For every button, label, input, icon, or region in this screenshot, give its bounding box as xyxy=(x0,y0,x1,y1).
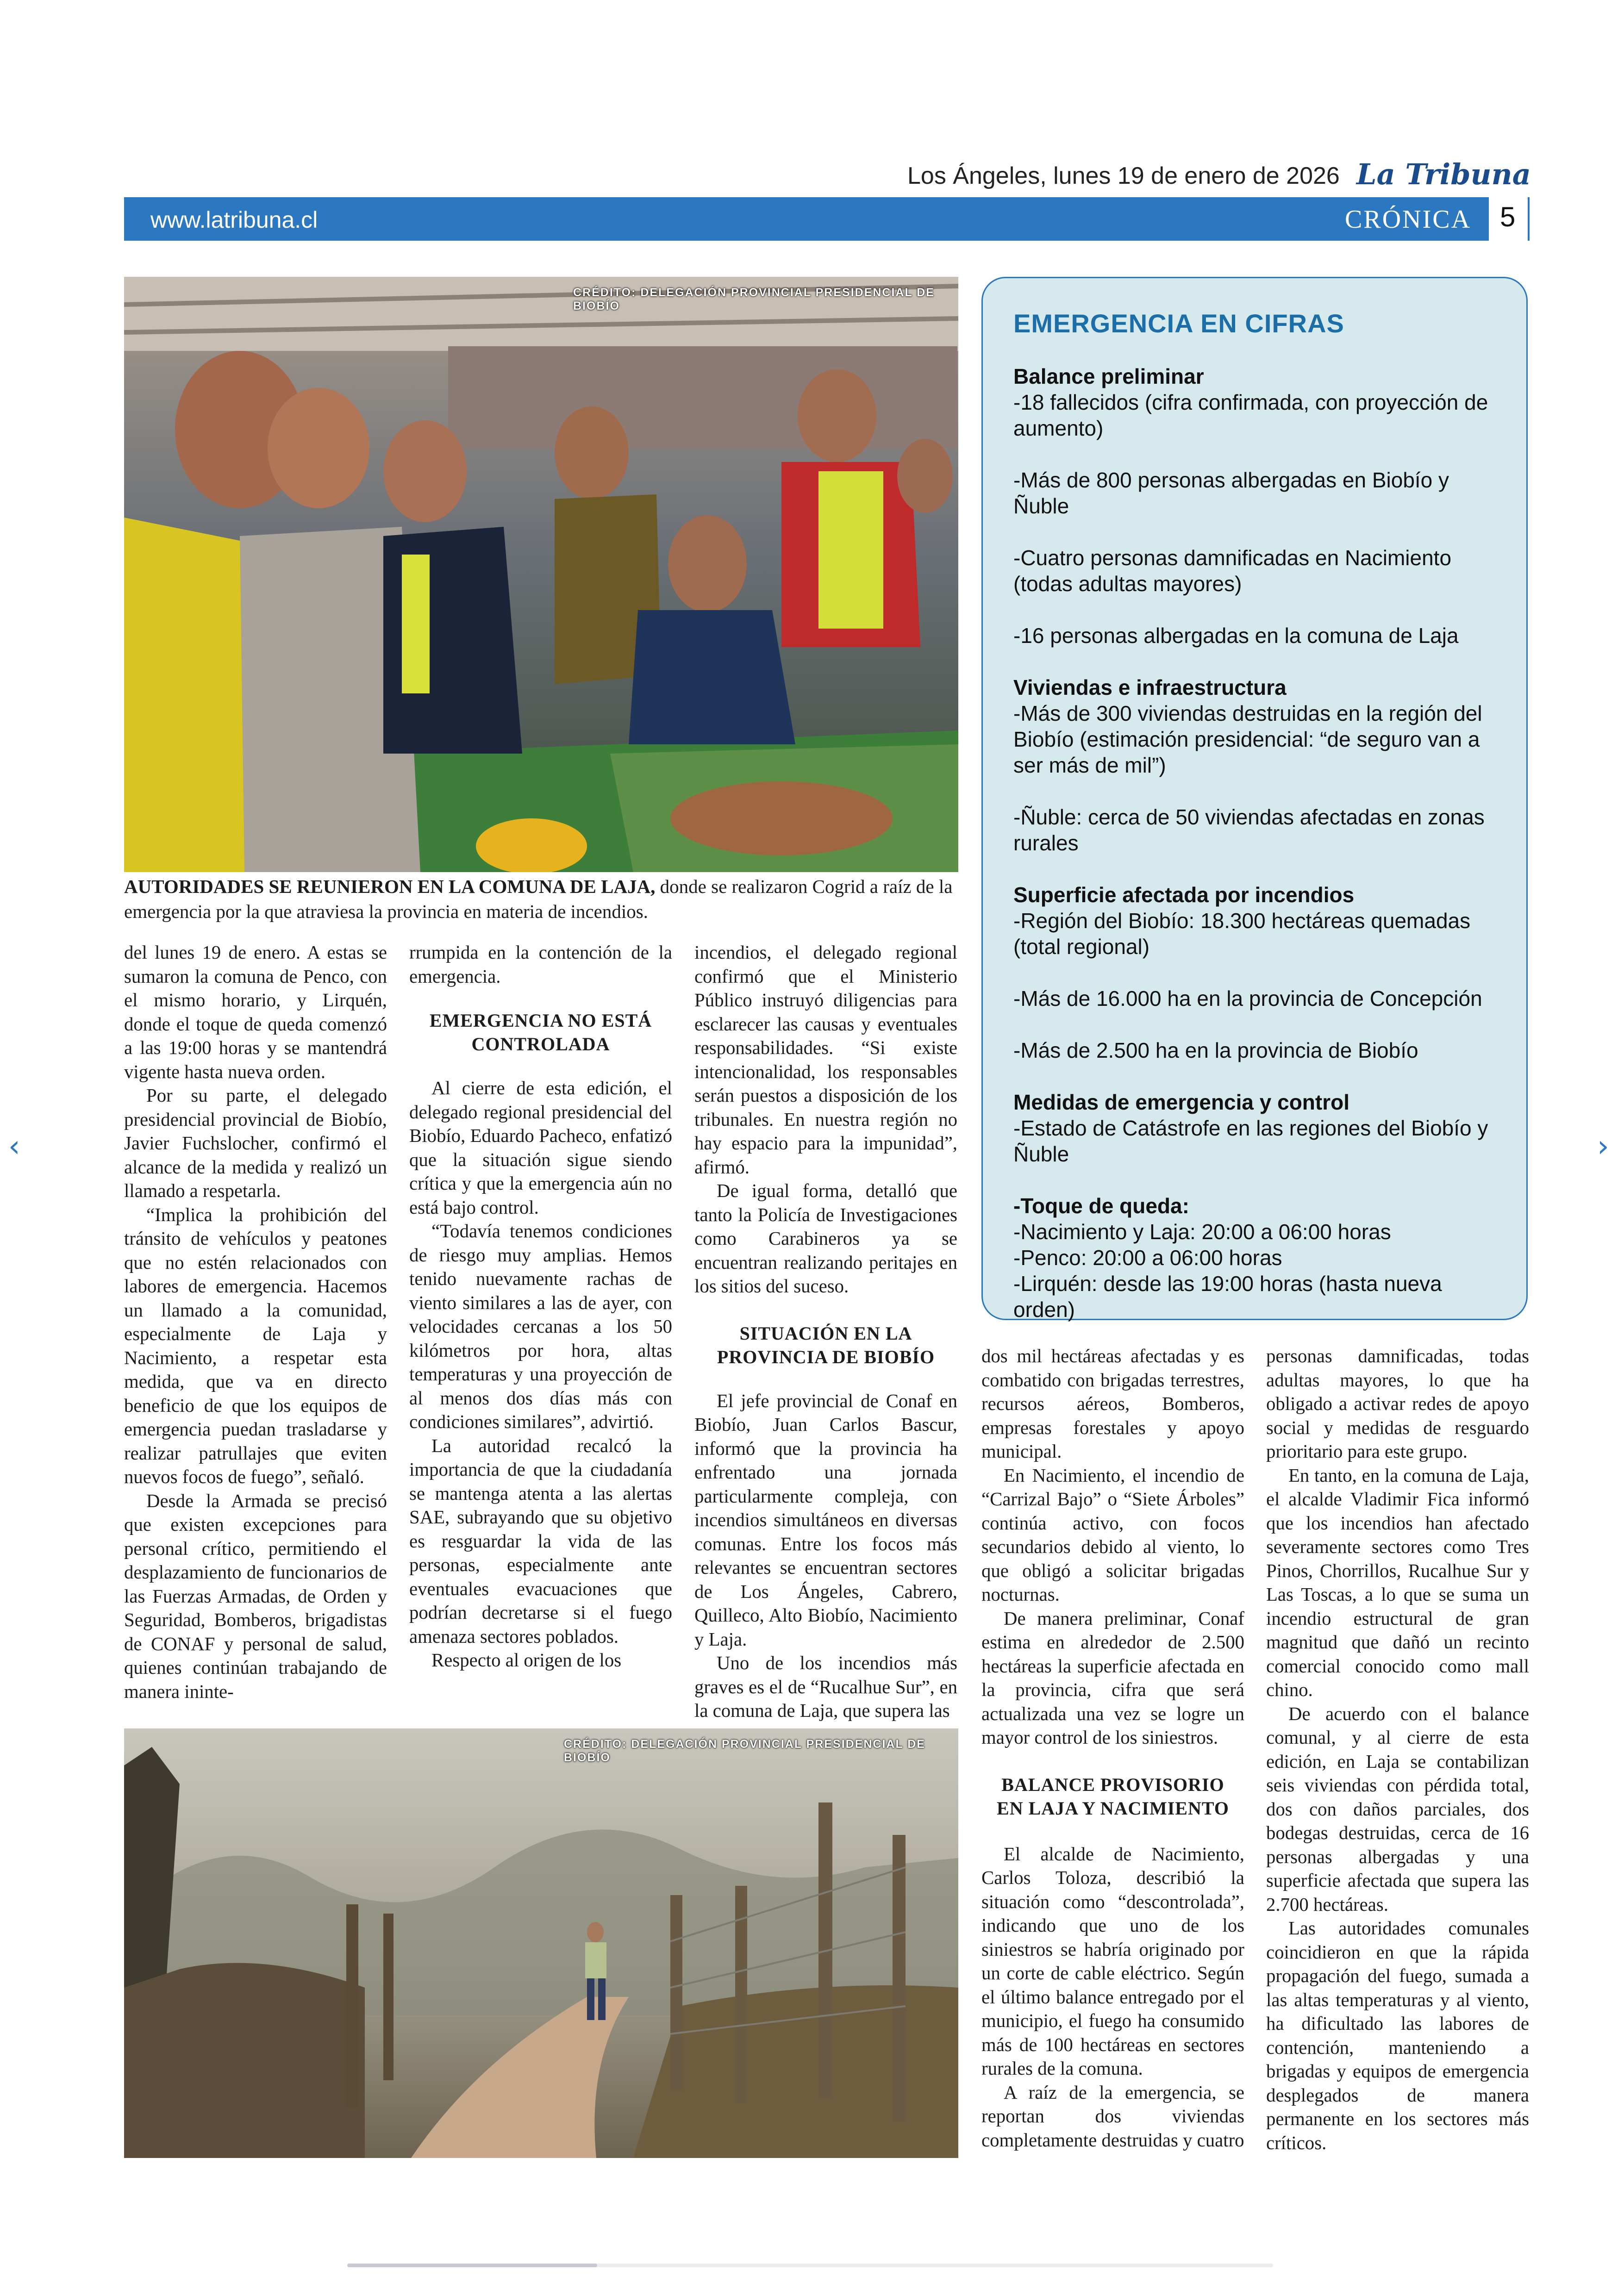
newspaper-logo[interactable]: La Tribuna xyxy=(1356,157,1531,191)
chevron-left-icon: ‹ xyxy=(8,1129,20,1164)
chevron-right-icon: › xyxy=(1597,1129,1609,1164)
photo-credit: CRÉDITO: DELEGACIÓN PROVINCIAL PRESIDENCIAL DE BIOBÍO xyxy=(573,286,935,312)
site-url-link[interactable]: www.latribuna.cl xyxy=(150,207,318,233)
fire-road-photo xyxy=(124,1728,958,2158)
article-column-5 xyxy=(1266,1344,1529,2155)
page-number-box xyxy=(1489,197,1530,241)
stats-subtitle: -Toque de queda: xyxy=(1013,1194,1189,1218)
page-number: 5 xyxy=(1500,201,1516,232)
paragraph: personas damnificadas, todas adultas mayores, lo que ha obligado a activar redes de apoyo social y medidas de resguardo prioritario para este grupo. xyxy=(1266,1346,1529,1462)
stats-item: -Lirquén: desde las 19:00 horas (hasta nueva orden) xyxy=(1013,1272,1442,1322)
paragraph: La autoridad recalcó la importancia de que la ciudadanía se mantenga atenta a las alertas SAE, subrayando que su objetivo es resguardar la vida de las personas, especialmente ante eventuales evacuaciones que podrían decretarse si el fuego amenaza sectores poblados. xyxy=(409,1435,672,1647)
stats-item: -Estado de Catástrofe en las regiones del Biobío y Ñuble xyxy=(1013,1116,1488,1166)
stats-item: -Cuatro personas damnificadas en Nacimiento (todas adultas mayores) xyxy=(1013,546,1452,596)
paragraph: “Implica la prohibición del tránsito de vehículos y peatones que no estén relacionados con labores de emergencia. Hacemos un llamado a la comunidad, especialmente de Laja y Nacimiento, a respetar esta medida, que va en directo beneficio de que los equipos de emergencia puedan trasladarse y realizar patrullajes que eviten nuevos focos de fuego”, señaló. xyxy=(124,1204,387,1487)
paragraph: Al cierre de esta edición, el delegado regional presidencial del Biobío, Eduardo Pacheco, enfatizó que la situación sigue siendo crítica y que la emergencia aún no está bajo control. xyxy=(409,1078,672,1218)
paragraph: Respecto al origen de los xyxy=(431,1650,622,1671)
paragraph: Las autoridades comunales coincidieron en que la rápida propagación del fuego, sumada a las altas temperaturas y al viento, ha dificultado las labores de contención, manteniendo a brigadas y equipos de emergencia desplegados de manera permanente en los sectores más críticos. xyxy=(1266,1918,1529,2153)
stats-item: -Nacimiento y Laja: 20:00 a 06:00 horas xyxy=(1013,1220,1391,1244)
stats-item: -Penco: 20:00 a 06:00 horas xyxy=(1013,1246,1282,1270)
paragraph: De igual forma, detalló que tanto la Policía de Investigaciones como Carabineros ya se encuentran realizando peritajes en los sitios del suceso. xyxy=(694,1180,957,1297)
paragraph: A raíz de la emergencia, se reportan dos viviendas completamente destruidas y cuatro xyxy=(981,2082,1244,2151)
stats-subtitle: Viviendas e infraestructura xyxy=(1013,675,1287,699)
article-column-1 xyxy=(124,941,387,1703)
stats-item: -18 fallecidos (cifra confirmada, con proyección de aumento) xyxy=(1013,390,1488,440)
paragraph: rrumpida en la contención de la emergencia. xyxy=(409,942,672,987)
stats-item: -Ñuble: cerca de 50 viviendas afectadas en zonas rurales xyxy=(1013,805,1485,855)
stats-subtitle: Medidas de emergencia y control xyxy=(1013,1090,1350,1114)
subheading: BALANCE PROVISORIO EN LAJA Y NACIMIENTO xyxy=(997,1774,1229,1819)
header-bar xyxy=(124,197,1489,241)
subheading: SITUACIÓN EN LA PROVINCIA DE BIOBÍO xyxy=(717,1322,935,1367)
next-page-button[interactable] xyxy=(1597,1129,1609,1164)
stats-item: -Más de 800 personas albergadas en Biobío y Ñuble xyxy=(1013,468,1449,518)
scrollbar-thumb[interactable] xyxy=(347,2264,597,2267)
meeting-photo xyxy=(124,277,958,872)
stats-title: EMERGENCIA EN CIFRAS xyxy=(1013,309,1344,338)
subheading: EMERGENCIA NO ESTÁ CONTROLADA xyxy=(429,1010,652,1054)
fire-road-photo-image xyxy=(124,1728,958,2158)
article-column-2 xyxy=(409,941,672,1672)
paragraph: El alcalde de Nacimiento, Carlos Toloza, describió la situación como “descontrolada”, indicando que uno de los siniestros se habría originado por un corte de cable eléctrico. Según el último balance entregado por el municipio, el fuego ha consumido más de 100 hectáreas en sectores rurales de la comuna. xyxy=(981,1843,1244,2079)
paragraph: En Nacimiento, el incendio de “Carrizal Bajo” o “Siete Árboles” continúa activo, con focos secundarios debido al viento, lo que obligó a solicitar brigadas nocturnas. xyxy=(981,1465,1244,1605)
article-column-3 xyxy=(694,941,957,1723)
paragraph: dos mil hectáreas afectadas y es combatido con brigadas terrestres, recursos aéreos, Bomberos, empresas forestales y apoyo municipal. xyxy=(981,1346,1244,1462)
paragraph: En tanto, en la comuna de Laja, el alcalde Vladimir Fica informó que los incendios han afectado severamente sectores como Tres Pinos, Chorrillos, Rucalhue Sur y Las Toscas, a lo que se suma un incendio estructural de gran magnitud que dañó un recinto comercial conocido como mall chino. xyxy=(1266,1465,1529,1700)
emergency-stats-box xyxy=(981,277,1528,1320)
paragraph: Uno de los incendios más graves es el de “Rucalhue Sur”, en la comuna de Laja, que supera las xyxy=(694,1653,957,1721)
paragraph: De acuerdo con el balance comunal, y al cierre de esta edición, en Laja se contabilizan seis viviendas con pérdida total, dos con daños parciales, dos bodegas destruidas, cerca de 16 personas albergadas y una superficie afectada que supera las 2.700 hectáreas. xyxy=(1266,1703,1529,1915)
paragraph: El jefe provincial de Conaf en Biobío, Juan Carlos Bascur, informó que la provincia ha enfrentado una jornada particularmente compleja, con incendios simultáneos en diversas comunas. Entre los focos más relevantes se encuentran sectores de Los Ángeles, Cabrero, Quilleco, Alto Biobío, Nacimiento y Laja. xyxy=(694,1390,957,1650)
stats-item: -Región del Biobío: 18.300 hectáreas quemadas (total regional) xyxy=(1013,909,1471,959)
paragraph: De manera preliminar, Conaf estima en alrededor de 2.500 hectáreas la superficie afectada en la provincia, cifra que será actualizada una vez se logre un mayor control de los siniestros. xyxy=(981,1608,1244,1748)
caption-lead: AUTORIDADES SE REUNIERON EN LA COMUNA DE LAJA, xyxy=(124,876,656,897)
issue-date: Los Ángeles, lunes 19 de enero de 2026 xyxy=(907,162,1340,189)
paragraph: “Todavía tenemos condiciones de riesgo muy amplias. Hemos tenido nuevamente rachas de viento similares a las de ayer, con velocidades cercanas a los 50 kilómetros por hora, altas temperaturas y una proyección de al menos dos días más con condiciones similares”, advirtió. xyxy=(409,1221,672,1432)
caption-text: donde se realizaron Cogrid a raíz de la emergencia por la que atraviesa la provincia en materia de incendios. xyxy=(124,876,953,922)
stats-item: -16 personas albergadas en la comuna de Laja xyxy=(1013,624,1459,648)
paragraph: del lunes 19 de enero. A estas se sumaron la comuna de Penco, con el mismo horario, y Lirquén, donde el toque de queda comenzó a las 19:00 horas y se mantendrá vigente hasta nueva orden. xyxy=(124,942,387,1082)
paragraph: incendios, el delegado regional confirmó que el Ministerio Público instruyó diligencias para esclarecer las causas y eventuales responsabilidades. “Si existe intencionalidad, los responsables serán puestos a disposición de los tribunales. En nuestra región no hay espacio para la impunidad”, afirmó. xyxy=(694,942,957,1178)
photo-credit: CRÉDITO: DELEGACIÓN PROVINCIAL PRESIDENCIAL DE BIOBÍO xyxy=(564,1738,925,1764)
stats-item: -Más de 16.000 ha en la provincia de Concepción xyxy=(1013,986,1482,1010)
paragraph: Desde la Armada se precisó que existen excepciones para personal crítico, permitiendo el desplazamiento de funcionarios de las Fuerzas Armadas, de Orden y Seguridad, Bomberos, brigadistas de CONAF y personal de salud, quienes continúan trabajando de manera ininte- xyxy=(124,1490,387,1702)
stats-subtitle: Superficie afectada por incendios xyxy=(1013,883,1355,907)
section-label: CRÓNICA xyxy=(1345,205,1472,234)
paragraph: Por su parte, el delegado presidencial provincial de Biobío, Javier Fuchslocher, confirmó el alcance de la medida y realizó un llamado a respetarla. xyxy=(124,1085,387,1201)
stats-subtitle: Balance preliminar xyxy=(1013,364,1204,388)
stats-item: -Más de 2.500 ha en la provincia de Biobío xyxy=(1013,1038,1418,1062)
stats-item: -Más de 300 viviendas destruidas en la región del Biobío (estimación presidencial: “de seguro van a ser más de mil”) xyxy=(1013,701,1482,777)
photo-caption xyxy=(124,874,957,924)
meeting-photo-image xyxy=(124,277,958,872)
article-column-4 xyxy=(981,1344,1244,2152)
previous-page-button[interactable] xyxy=(8,1129,20,1164)
